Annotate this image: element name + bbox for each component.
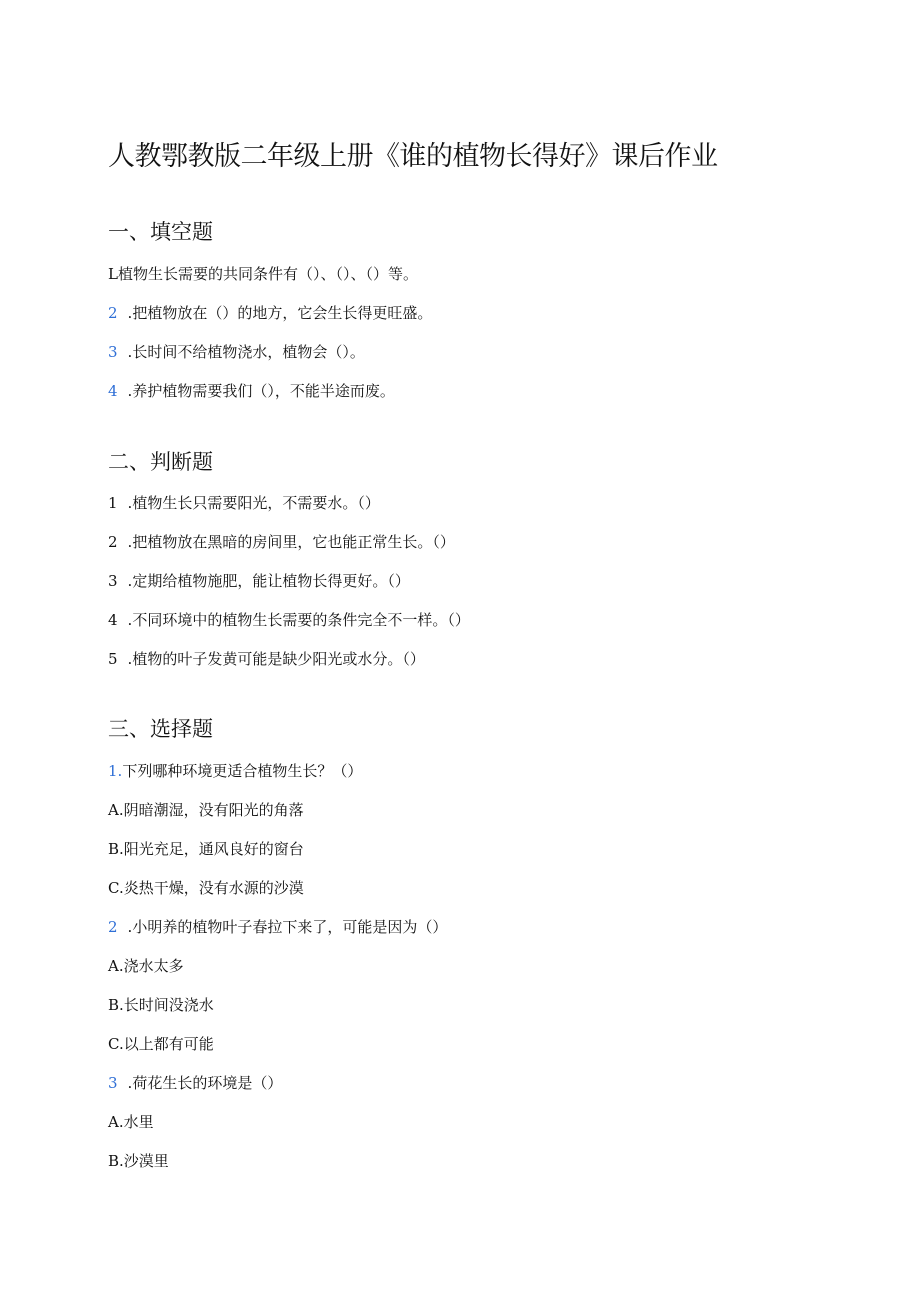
option-text: 阳光充足，通风良好的窗台	[123, 840, 304, 858]
option-text: 炎热干燥，没有水源的沙漠	[123, 879, 304, 897]
question-item	[108, 493, 380, 513]
question-text: .把植物放在（）的地方，它会生长得更旺盛。	[127, 304, 433, 322]
option-letter: C.	[108, 1035, 124, 1053]
question-text: 下列哪种环境更适合植物生长？（）	[122, 762, 363, 780]
question-number: 4	[108, 382, 118, 400]
option-letter: A.	[108, 1113, 124, 1131]
question-item	[108, 1073, 282, 1093]
question-text: .小明养的植物叶子春拉下来了，可能是因为（）	[127, 918, 448, 936]
choice-option	[108, 1112, 154, 1132]
question-item	[108, 610, 470, 630]
question-number: 2	[108, 918, 118, 936]
option-text: 水里	[123, 1113, 154, 1131]
question-text: .长时间不给植物浇水，植物会（）。	[127, 343, 365, 361]
question-item	[108, 532, 455, 552]
question-text: .定期给植物施肥，能让植物长得更好。（）	[127, 572, 410, 590]
question-item	[108, 571, 410, 591]
option-letter: B.	[108, 996, 124, 1014]
option-text: 长时间没浇水	[123, 996, 214, 1014]
option-text: 以上都有可能	[123, 1035, 214, 1053]
option-text: 阴暗潮湿，没有阳光的角落	[123, 801, 304, 819]
choice-option	[108, 1034, 214, 1054]
option-letter: C.	[108, 879, 124, 897]
question-number: 4	[108, 611, 118, 629]
question-number: 5	[108, 650, 118, 668]
question-item	[108, 917, 447, 937]
choice-option	[108, 839, 304, 859]
question-item	[108, 342, 365, 362]
option-letter: A.	[108, 957, 124, 975]
question-text: .植物的叶子发黄可能是缺少阳光或水分。（）	[127, 650, 425, 668]
section-heading-multiple-choice: 三、选择题	[108, 717, 213, 741]
choice-option	[108, 878, 304, 898]
question-text: .植物生长只需要阳光，不需要水。（）	[127, 494, 380, 512]
choice-option	[108, 995, 214, 1015]
question-number: 1.	[108, 762, 123, 780]
question-number: 2	[108, 533, 118, 551]
question-item	[108, 303, 432, 323]
question-text: .把植物放在黑暗的房间里，它也能正常生长。（）	[127, 533, 455, 551]
choice-option	[108, 956, 184, 976]
question-text: .荷花生长的环境是（）	[127, 1074, 283, 1092]
question-number: L	[108, 265, 118, 283]
page-title: 人教鄂教版二年级上册《谁的植物长得好》课后作业	[108, 141, 718, 172]
question-item	[108, 649, 425, 669]
option-letter: B.	[108, 840, 124, 858]
question-item	[108, 381, 395, 401]
question-number: 3	[108, 343, 118, 361]
option-letter: A.	[108, 801, 124, 819]
question-text: .不同环境中的植物生长需要的条件完全不一样。（）	[127, 611, 470, 629]
question-number: 2	[108, 304, 118, 322]
question-number: 1	[108, 494, 118, 512]
question-item	[108, 761, 362, 781]
option-text: 浇水太多	[123, 957, 184, 975]
section-heading-fill-blank: 一、填空题	[108, 220, 213, 244]
question-item	[108, 264, 418, 284]
question-text: .养护植物需要我们（），不能半途而废。	[127, 382, 395, 400]
choice-option	[108, 1151, 169, 1171]
section-heading-true-false: 二、判断题	[108, 450, 213, 474]
question-number: 3	[108, 1074, 118, 1092]
choice-option	[108, 800, 304, 820]
option-letter: B.	[108, 1152, 124, 1170]
question-number: 3	[108, 572, 118, 590]
option-text: 沙漠里	[123, 1152, 169, 1170]
question-text: 植物生长需要的共同条件有（）、（）、（）等。	[117, 265, 418, 283]
